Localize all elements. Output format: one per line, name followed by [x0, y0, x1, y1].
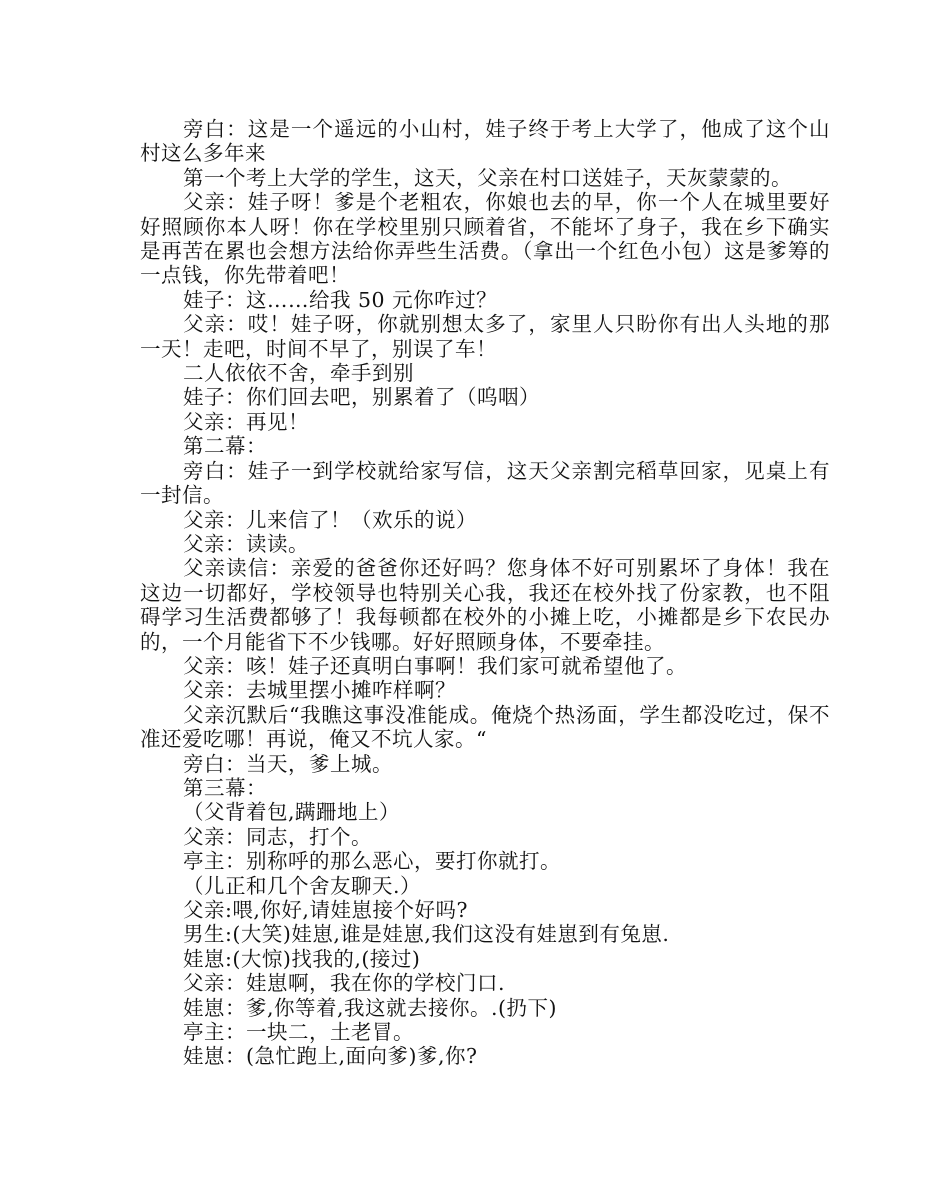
paragraph: 父亲：儿来信了！（欢乐的说） [183, 507, 477, 532]
paragraph: 娃子：这……给我 50 元你咋过？ [183, 287, 498, 312]
paragraph: 父亲：去城里摆小摊咋样啊？ [183, 678, 456, 703]
paragraph: 父亲:喂,你好,请娃崽接个好吗? [183, 898, 468, 922]
paragraph: 父亲：娃崽啊，我在你的学校门口. [183, 971, 506, 996]
paragraph: 亭主：一块二，土老冒。 [183, 1020, 414, 1045]
paragraph: 娃崽：(急忙跑上,面向爹)爹,你? [183, 1044, 478, 1069]
paragraph: 旁白：当天，爹上城。 [183, 751, 393, 776]
paragraph: 娃子：你们回去吧，别累着了（呜咽） [183, 385, 540, 410]
paragraph: 父亲：再见！ [183, 409, 309, 434]
paragraph: 娃崽:(大惊)找我的,(接过) [183, 946, 421, 971]
paragraph: 旁白：这是一个遥远的小山村，娃子终于考上大学了，他成了这个山村这么多年来 [140, 117, 830, 166]
paragraph: 父亲沉默后“我瞧这事没准能成。俺烧个热汤面，学生都没吃过，保不准还爱吃哪！再说，俺又不坑人家。“ [140, 702, 830, 752]
paragraph: 父亲：同志，打个。 [183, 824, 372, 849]
paragraph: 二人依依不舍，牵手到别 [183, 361, 414, 386]
section-heading: 第三幕： [183, 775, 267, 800]
paragraph: 男生:(大笑)娃崽,谁是娃崽,我们这没有娃崽到有兔崽. [183, 922, 670, 947]
paragraph: 父亲：咳！娃子还真明白事啊！我们家可就希望他了。 [183, 653, 687, 678]
paragraph: 父亲：读读。 [183, 531, 309, 556]
paragraph: （父背着包,蹒跚地上） [183, 800, 401, 825]
paragraph: 第一个考上大学的学生，这天，父亲在村口送娃子，天灰蒙蒙的。 [183, 165, 792, 190]
paragraph: 父亲：哎！娃子呀，你就别想太多了，家里人只盼你有出人头地的那一天！走吧，时间不早了，别误了车！ [140, 312, 830, 361]
paragraph: 父亲：娃子呀！爹是个老粗农，你娘也去的早，你一个人在城里要好好照顾你本人呀！你在学校里别只顾着省，不能坏了身子，我在乡下确实是再苦在累也会想方法给你弄些生活费。（拿出一个红色小包）这是爹筹的一点钱，你先带着吧！ [140, 190, 830, 288]
section-heading: 第二幕： [183, 434, 267, 459]
paragraph: 旁白：娃子一到学校就给家写信，这天父亲割完稻草回家，见桌上有一封信。 [140, 458, 830, 508]
document-body [140, 117, 830, 1069]
paragraph: 父亲读信：亲爱的爸爸你还好吗？您身体不好可别累坏了身体！我在这边一切都好，学校领导也特别关心我，我还在校外找了份家教，也不阻碍学习生活费都够了！我每顿都在校外的小摊上吃，小摊都是乡下农民办的，一个月能省下不少钱哪。好好照顾身体，不要牵挂。 [140, 556, 830, 654]
paragraph: 娃崽：爹,你等着,我这就去接你。.(扔下) [183, 995, 558, 1020]
paragraph: （儿正和几个舍友聊天.） [183, 873, 422, 898]
paragraph: 亭主：别称呼的那么恶心，要打你就打。 [183, 849, 561, 874]
